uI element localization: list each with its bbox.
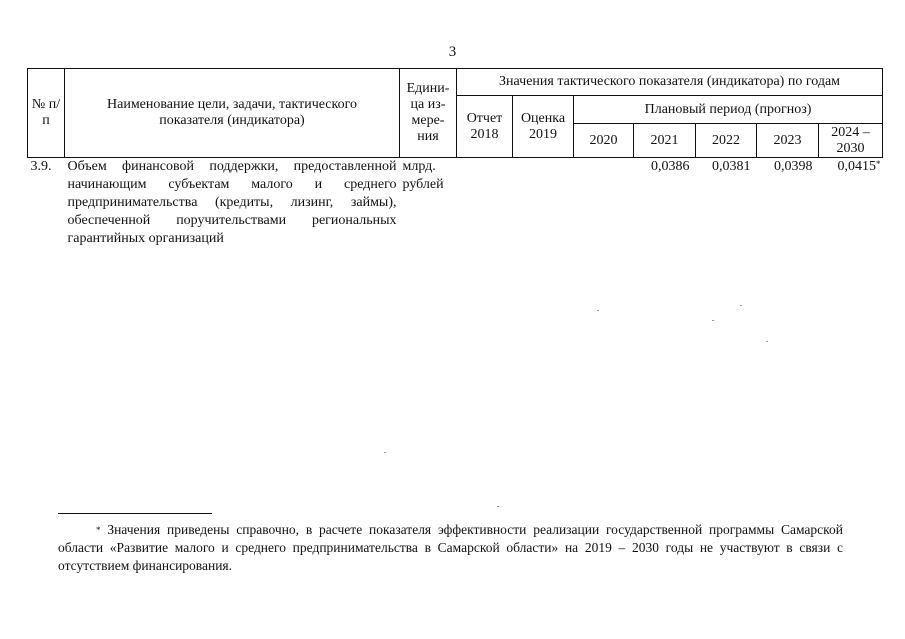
header-unit: Едини-ца из-мере-ния (400, 69, 457, 158)
row-num: 3.9. (30, 159, 52, 174)
header-plan-group: Плановый период (прогноз) (574, 96, 883, 124)
header-year-2020: 2020 (574, 124, 634, 158)
row-report-2018 (457, 158, 513, 249)
row-value-2023: 0,0398 (774, 159, 813, 174)
row-estimate-2019 (513, 158, 574, 249)
header-year-2022: 2022 (696, 124, 757, 158)
header-year-2023: 2023 (757, 124, 819, 158)
header-values-group: Значения тактического показателя (индикатора) по годам (457, 69, 883, 96)
scan-speck (766, 341, 768, 342)
scan-speck (497, 506, 499, 507)
row-value-2024-2030: 0,0415* (837, 159, 881, 174)
scan-speck (740, 305, 742, 306)
footnote-text: Значения приведены справочно, в расчете показателя эффективности реализации государственной программы Самарской области «Развитие малого и среднего предпринимательства в Самарской области» на 2019 – 2030 годы не участвуют в связи с отсутствием финансирования. (58, 522, 844, 573)
header-year-2021: 2021 (634, 124, 696, 158)
row-unit: млрд. рублей (402, 159, 444, 192)
row-name: Объем финансовой поддержки, предоставленной начинающим субъектам малого и среднего предпринимательства (кредиты, лизинг, займы), обеспеченной поручительствами региональных гарантийных организаций (67, 159, 397, 246)
footnote-mark: * (96, 525, 101, 535)
scan-speck (384, 452, 386, 453)
row-value-2020 (574, 158, 634, 249)
indicators-table (27, 68, 883, 248)
row-value-2022: 0,0381 (712, 159, 751, 174)
footnote (58, 521, 843, 575)
header-num: № п/п (28, 69, 65, 158)
header-name: Наименование цели, задачи, тактического показателя (индикатора) (65, 69, 400, 158)
scan-speck (712, 320, 714, 321)
note-mark: * (876, 159, 881, 169)
header-estimate-2019: Оценка 2019 (513, 96, 574, 158)
header-year-2024-2030: 2024 – 2030 (819, 124, 883, 158)
table-row (28, 158, 883, 249)
scan-speck (597, 310, 599, 311)
footnote-divider (58, 513, 212, 514)
header-report-2018: Отчет 2018 (457, 96, 513, 158)
row-value-2021: 0,0386 (651, 159, 690, 174)
page-number: 3 (448, 44, 457, 60)
